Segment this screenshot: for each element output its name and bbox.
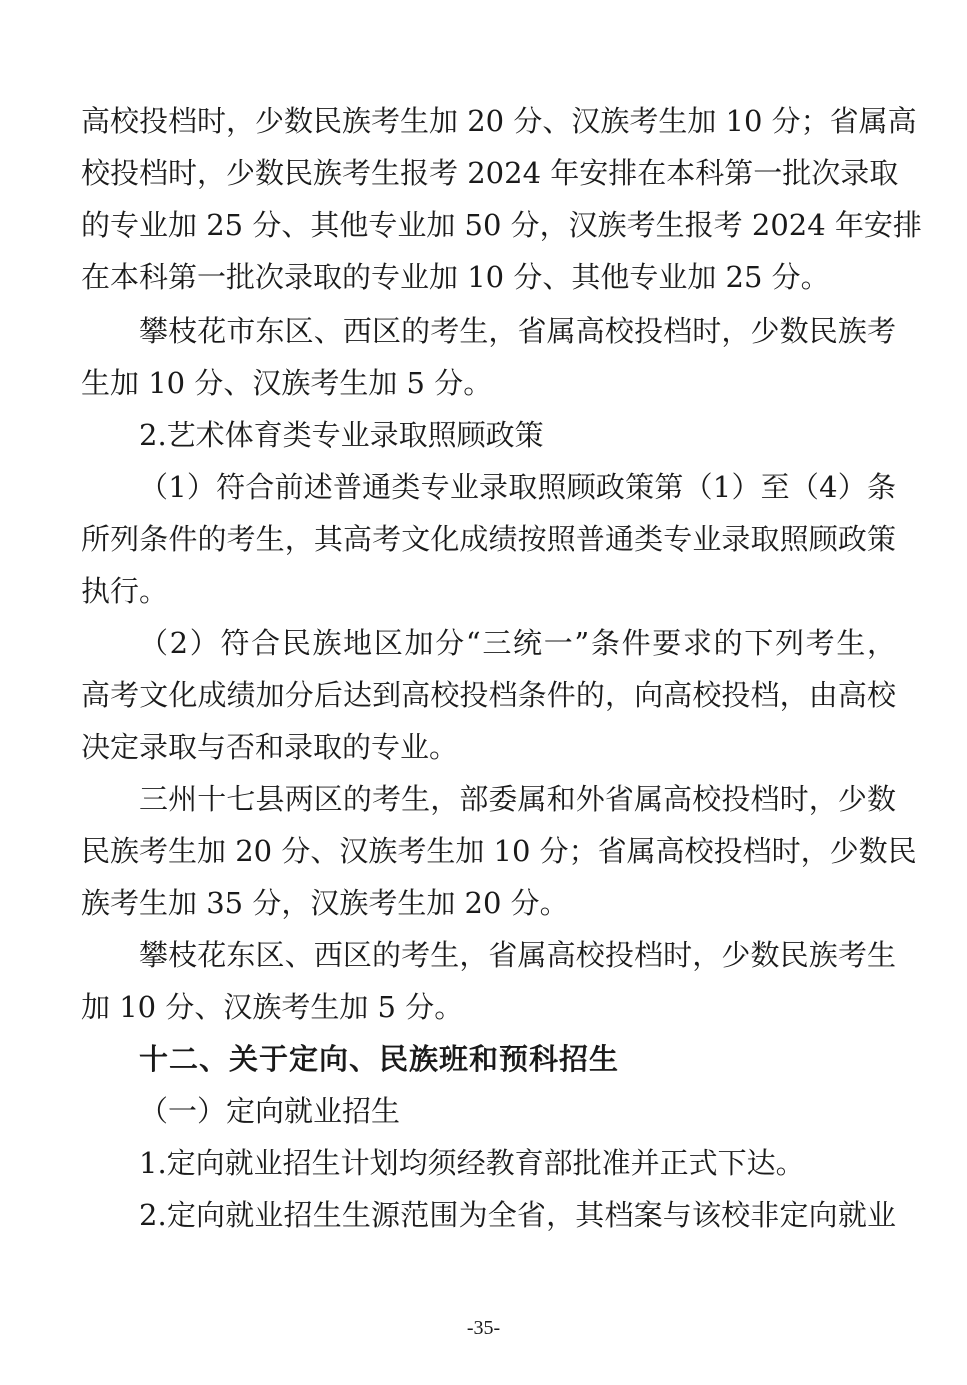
text-line-8: （1）符合前述普通类专业录取照顾政策第（1）至（4）条 (139, 470, 896, 504)
text-line-15: 民族考生加 20 分、汉族考生加 10 分；省属高校投档时，少数民 (81, 834, 917, 868)
text-line-16: 族考生加 35 分，汉族考生加 20 分。 (81, 886, 569, 920)
text-line-11: （2）符合民族地区加分“三统一”条件要求的下列考生， (139, 626, 896, 660)
text-line-1: 高校投档时，少数民族考生加 20 分、汉族考生加 10 分；省属高 (81, 104, 917, 138)
text-line-21: 1.定向就业招生计划均须经教育部批准并正式下达。 (139, 1146, 805, 1180)
subsection-heading-targeted: （一）定向就业招生 (139, 1094, 401, 1128)
page-number: -35- (466, 1317, 501, 1339)
text-line-5: 攀枝花市东区、西区的考生，省属高校投档时，少数民族考 (139, 314, 896, 348)
text-line-12: 高考文化成绩加分后达到高校投档条件的，向高校投档，由高校 (81, 678, 896, 712)
text-line-2: 校投档时，少数民族考生报考 2024 年安排在本科第一批次录取 (81, 156, 899, 190)
text-line-14: 三州十七县两区的考生，部委属和外省属高校投档时，少数 (139, 782, 896, 816)
text-line-18: 加 10 分、汉族考生加 5 分。 (81, 990, 464, 1024)
text-line-4: 在本科第一批次录取的专业加 10 分、其他专业加 25 分。 (81, 260, 830, 294)
subsection-heading-art-sports: 2.艺术体育类专业录取照顾政策 (139, 418, 544, 452)
text-line-13: 决定录取与否和录取的专业。 (81, 730, 459, 764)
text-line-9: 所列条件的考生，其高考文化成绩按照普通类专业录取照顾政策 (81, 522, 896, 556)
text-line-17: 攀枝花东区、西区的考生，省属高校投档时，少数民族考生 (139, 938, 896, 972)
text-line-10: 执行。 (81, 574, 169, 608)
text-line-6: 生加 10 分、汉族考生加 5 分。 (81, 366, 493, 400)
section-heading-12: 十二、关于定向、民族班和预科招生 (139, 1042, 620, 1076)
text-line-22: 2.定向就业招生生源范围为全省，其档案与该校非定向就业 (139, 1198, 896, 1232)
text-line-3: 的专业加 25 分、其他专业加 50 分，汉族考生报考 2024 年安排 (81, 208, 922, 242)
